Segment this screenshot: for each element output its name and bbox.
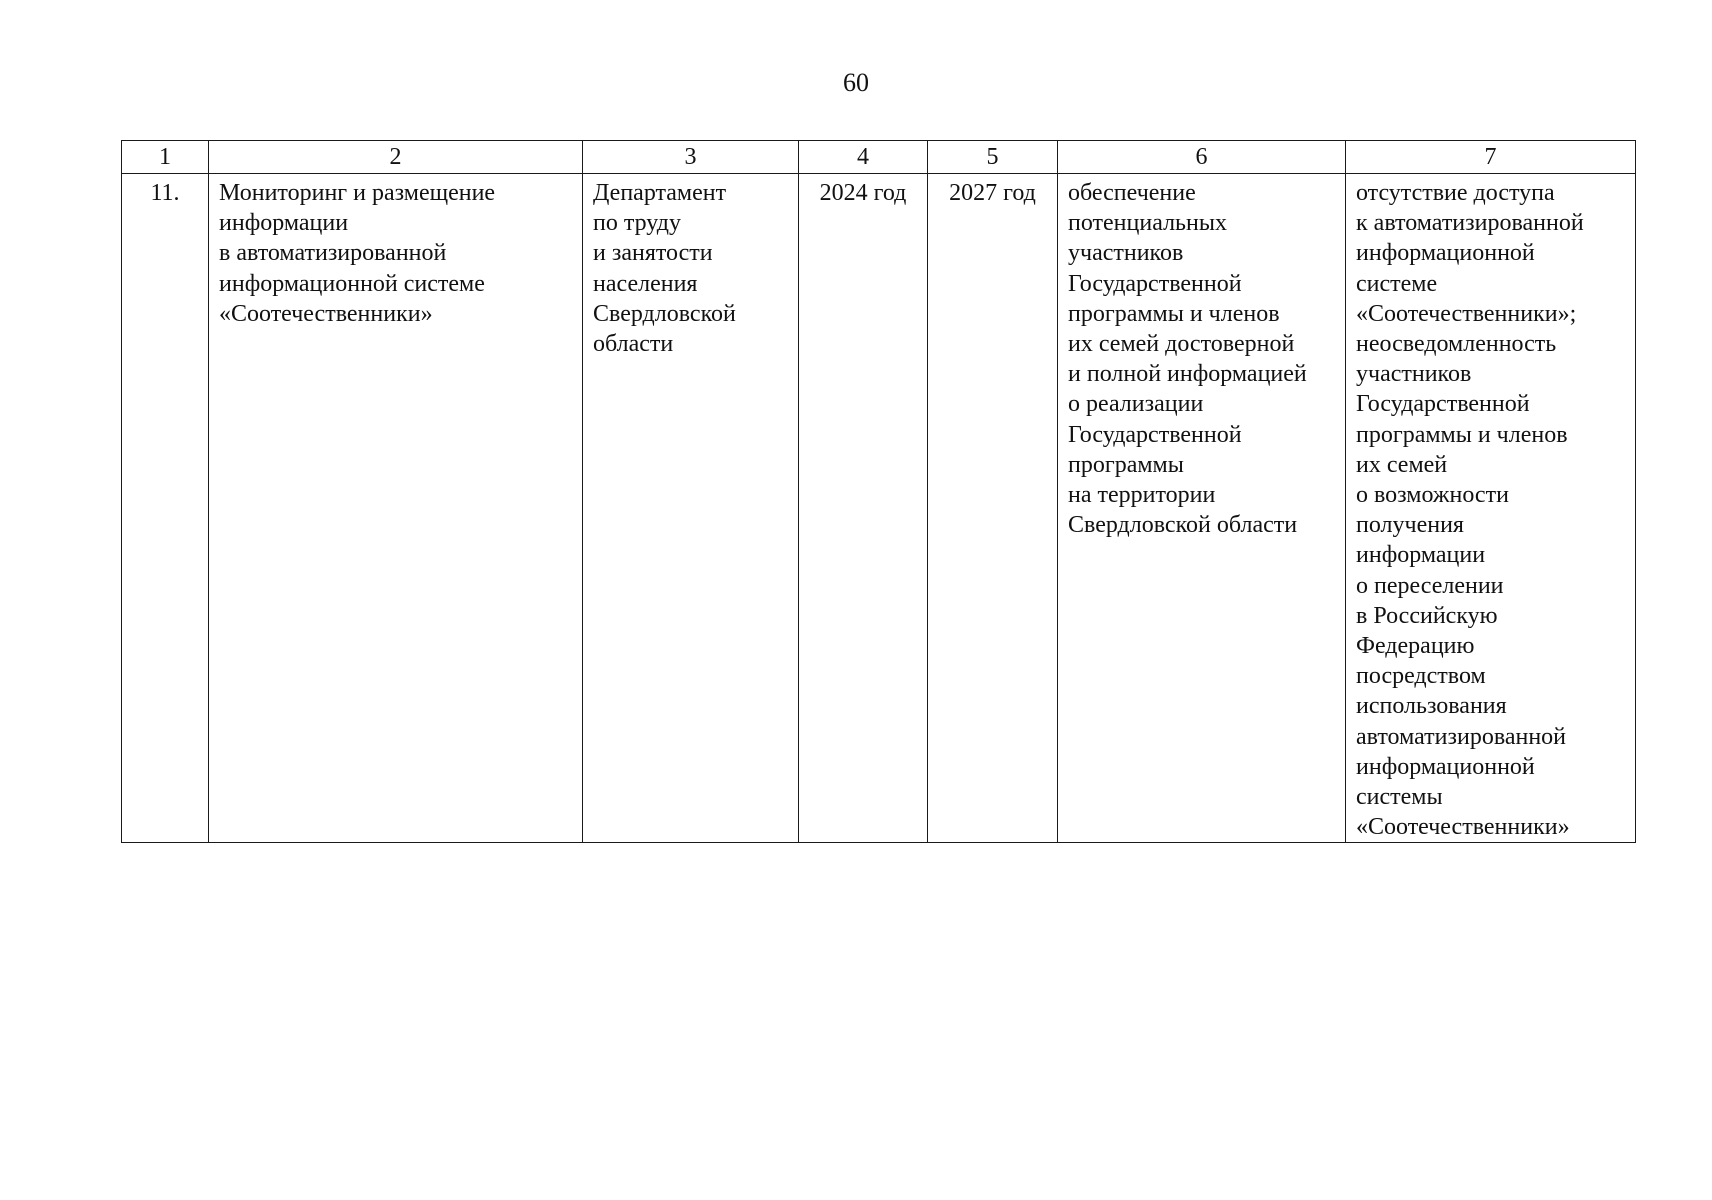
consequences-line: программы и членов bbox=[1356, 421, 1568, 448]
measures-table bbox=[121, 140, 1636, 843]
consequences-line: неосведомленность bbox=[1356, 331, 1557, 358]
consequences-line: получения bbox=[1356, 512, 1464, 539]
row-number: 11. bbox=[150, 180, 180, 206]
consequences-line: информационной bbox=[1356, 753, 1535, 780]
result-line: и полной информацией bbox=[1068, 361, 1307, 388]
measure-line: Мониторинг и размещение bbox=[219, 180, 496, 206]
result-cell bbox=[1058, 174, 1346, 843]
consequences-line: информации bbox=[1356, 542, 1486, 569]
column-header-1: 1 bbox=[122, 141, 209, 174]
end-year-cell bbox=[928, 174, 1058, 843]
measure-line: «Соотечественники» bbox=[219, 300, 433, 327]
measure-line: информации bbox=[219, 210, 349, 237]
column-header-2: 2 bbox=[209, 141, 583, 174]
page-number: 60 bbox=[843, 68, 869, 97]
executor-line: Департамент bbox=[593, 180, 727, 206]
consequences-line: системе bbox=[1356, 270, 1438, 297]
consequences-line: Федерацию bbox=[1356, 633, 1475, 660]
consequences-line: отсутствие доступа bbox=[1356, 180, 1555, 206]
result-line: потенциальных bbox=[1068, 210, 1227, 237]
executor-line: Свердловской bbox=[593, 300, 736, 327]
column-header-4: 4 bbox=[799, 141, 928, 174]
result-line: на территории bbox=[1068, 482, 1216, 509]
result-line: о реализации bbox=[1068, 391, 1204, 418]
measure-cell bbox=[209, 174, 583, 843]
result-line: участников bbox=[1068, 240, 1184, 267]
consequences-line: их семей bbox=[1356, 451, 1448, 478]
consequences-line: о возможности bbox=[1356, 482, 1509, 509]
executor-line: и занятости bbox=[593, 240, 713, 267]
executor-line: населения bbox=[593, 270, 698, 297]
consequences-cell bbox=[1346, 174, 1636, 843]
start-year: 2024 год bbox=[819, 180, 907, 206]
consequences-line: участников bbox=[1356, 361, 1472, 388]
result-line: обеспечение bbox=[1068, 180, 1196, 206]
executor-line: по труду bbox=[593, 210, 682, 237]
measure-line: информационной системе bbox=[219, 270, 485, 297]
start-year-cell bbox=[799, 174, 928, 843]
result-line: их семей достоверной bbox=[1068, 331, 1295, 358]
consequences-line: автоматизированной bbox=[1356, 723, 1567, 750]
column-header-6: 6 bbox=[1058, 141, 1346, 174]
consequences-line: к автоматизированной bbox=[1356, 210, 1584, 237]
consequences-line: о переселении bbox=[1356, 572, 1504, 599]
result-line: программы bbox=[1068, 451, 1184, 478]
consequences-line: Государственной bbox=[1356, 391, 1530, 418]
measure-line: в автоматизированной bbox=[219, 240, 447, 267]
executor-cell bbox=[583, 174, 799, 843]
consequences-line: в Российскую bbox=[1356, 602, 1498, 629]
column-header-7: 7 bbox=[1346, 141, 1636, 174]
header-row bbox=[122, 141, 1636, 174]
column-header-5: 5 bbox=[928, 141, 1058, 174]
row-number-cell bbox=[122, 174, 209, 843]
result-line: программы и членов bbox=[1068, 300, 1280, 327]
result-line: Государственной bbox=[1068, 421, 1242, 448]
consequences-line: «Соотечественники»; bbox=[1356, 300, 1577, 327]
end-year: 2027 год bbox=[949, 180, 1036, 206]
column-header-3: 3 bbox=[583, 141, 799, 174]
table-row bbox=[122, 174, 1636, 843]
consequences-line: использования bbox=[1356, 693, 1507, 720]
consequences-line: «Соотечественники» bbox=[1356, 814, 1570, 841]
consequences-line: системы bbox=[1356, 784, 1443, 811]
result-line: Свердловской области bbox=[1068, 512, 1298, 539]
consequences-line: информационной bbox=[1356, 240, 1535, 267]
consequences-line: посредством bbox=[1356, 663, 1486, 690]
result-line: Государственной bbox=[1068, 270, 1242, 297]
executor-line: области bbox=[593, 331, 674, 358]
